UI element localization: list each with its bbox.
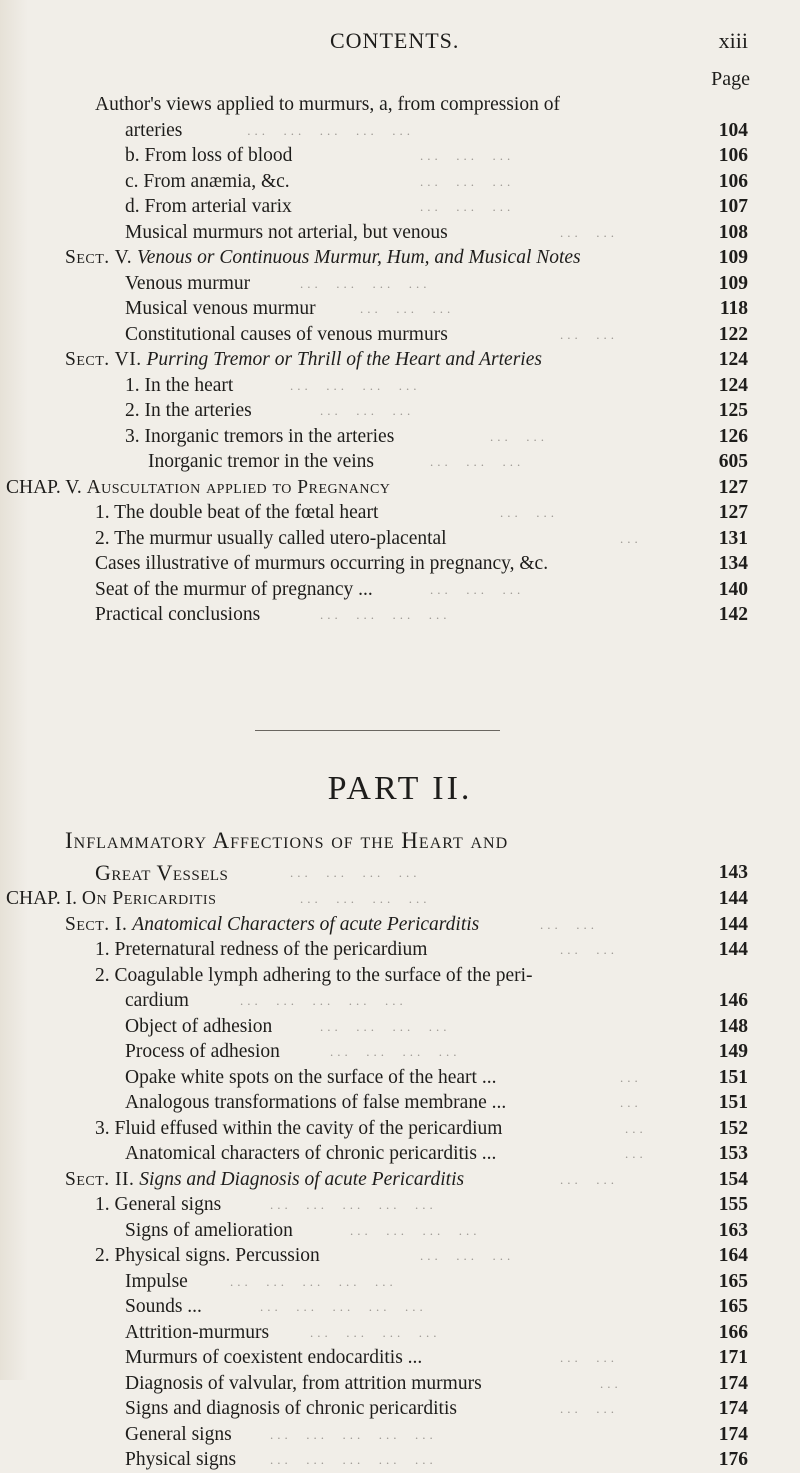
toc-entry-page: 144 xyxy=(718,939,748,960)
toc-entry-label: Signs and diagnosis of chronic pericarditis xyxy=(125,1398,457,1419)
chapter-number: CHAP. I. xyxy=(6,888,77,909)
leader-dots: ... ... ... xyxy=(320,403,415,418)
toc-entry-label: Anatomical characters of chronic pericarditis ... xyxy=(125,1143,497,1164)
toc-entry xyxy=(0,169,800,195)
toc-entry-page: 124 xyxy=(718,349,748,370)
toc-entry xyxy=(0,347,800,373)
leader-dots: ... ... ... xyxy=(430,581,525,597)
toc-entry xyxy=(0,1371,800,1397)
toc-entry-label: c. From anæmia, &c. xyxy=(125,170,290,192)
toc-entry-label: Venous murmur xyxy=(125,272,251,294)
leader-dots: ... xyxy=(625,1120,647,1136)
toc-entry-page: 154 xyxy=(718,1168,748,1190)
toc-entry xyxy=(0,1167,800,1193)
leader-dots: ... ... ... ... ... xyxy=(230,1273,397,1289)
leader-dots: ... ... xyxy=(560,326,618,342)
toc-entry xyxy=(0,245,800,271)
leader-dots: ... ... xyxy=(560,1171,618,1187)
toc-entry-page: 155 xyxy=(718,1194,748,1215)
leader-dots: ... ... ... ... xyxy=(320,1018,451,1034)
leader-dots: ... xyxy=(620,1069,642,1085)
toc-entry xyxy=(0,988,800,1014)
toc-entry-label: 1. Preternatural redness of the pericardium xyxy=(95,939,428,960)
toc-entry-label: cardium xyxy=(125,990,189,1011)
toc-entry-page: 153 xyxy=(718,1143,748,1164)
section-number: Sect. II. xyxy=(65,1168,135,1190)
toc-entry-label: 2. Coagulable lymph adhering to the surface of the peri- xyxy=(95,964,533,986)
toc-entry-label: d. From arterial varix xyxy=(125,196,292,217)
chapter-number: CHAP. V. xyxy=(6,476,82,498)
leader-dots: ... ... xyxy=(500,505,558,520)
leader-dots: ... ... xyxy=(560,1401,618,1416)
toc-entry xyxy=(0,577,800,603)
leader-dots: ... ... ... ... ... xyxy=(260,1299,427,1314)
toc-entry-page: 104 xyxy=(718,119,748,141)
toc-entry-label: Inorganic tremor in the veins xyxy=(148,451,374,472)
toc-entry-page: 142 xyxy=(718,604,748,625)
leader-dots: ... ... xyxy=(540,916,598,932)
leader-dots: ... ... ... xyxy=(420,199,515,214)
toc-entry xyxy=(0,526,800,552)
toc-entry xyxy=(0,194,800,220)
toc-entry-page: 148 xyxy=(718,1015,748,1037)
toc-entry xyxy=(0,271,800,297)
toc-entry-page: 152 xyxy=(718,1117,748,1139)
section-rule xyxy=(255,730,500,731)
toc-entry xyxy=(0,602,800,628)
toc-entry xyxy=(0,322,800,348)
toc-entry xyxy=(0,143,800,169)
contents-list-part-one xyxy=(0,92,800,628)
toc-entry-label: arteries xyxy=(125,119,183,141)
toc-entry-page: 108 xyxy=(718,221,748,243)
toc-entry xyxy=(0,1192,800,1218)
page-folio: xiii xyxy=(718,28,748,53)
toc-entry xyxy=(0,1014,800,1040)
leader-dots: ... ... ... ... ... xyxy=(240,993,407,1008)
toc-entry xyxy=(0,551,800,577)
toc-entry-label: Seat of the murmur of pregnancy ... xyxy=(95,578,373,600)
toc-entry-page: 143 xyxy=(718,862,748,883)
section-number: Sect. I. xyxy=(65,913,128,935)
toc-entry-page: 174 xyxy=(718,1398,748,1419)
toc-entry-page: 106 xyxy=(718,170,748,192)
leader-dots: ... ... ... ... xyxy=(350,1222,481,1238)
leader-dots: ... ... ... ... xyxy=(290,865,421,880)
leader-dots: ... ... ... ... ... xyxy=(270,1426,437,1442)
toc-entry-label: 1. In the heart xyxy=(125,374,234,396)
toc-entry-label: 2. The murmur usually called utero-placental xyxy=(95,527,447,549)
toc-entry xyxy=(0,1345,800,1371)
toc-entry-label: Object of adhesion xyxy=(125,1015,273,1037)
leader-dots: ... ... ... ... ... xyxy=(270,1452,437,1467)
toc-entry xyxy=(0,1320,800,1346)
toc-entry-page: 176 xyxy=(718,1449,748,1470)
leader-dots: ... ... ... ... xyxy=(300,891,431,906)
toc-entry-page: 171 xyxy=(718,1347,748,1368)
toc-entry xyxy=(0,449,800,475)
toc-entry-page: 164 xyxy=(718,1245,748,1266)
toc-entry-label: 3. Inorganic tremors in the arteries xyxy=(125,425,395,447)
leader-dots: ... xyxy=(625,1146,647,1161)
toc-entry xyxy=(0,1447,800,1473)
toc-entry-page: 127 xyxy=(718,476,748,498)
toc-entry xyxy=(0,912,800,938)
toc-entry-page: 605 xyxy=(718,451,748,472)
toc-entry xyxy=(0,963,800,989)
toc-entry-page: 144 xyxy=(718,913,748,935)
toc-entry xyxy=(0,398,800,424)
toc-entry-label: Constitutional causes of venous murmurs xyxy=(125,323,448,345)
section-number: Sect. VI. xyxy=(65,349,142,370)
leader-dots: ... ... xyxy=(560,224,618,240)
toc-entry-label: Signs and Diagnosis of acute Pericarditis xyxy=(139,1168,465,1190)
toc-entry xyxy=(0,1422,800,1448)
toc-entry-label: 3. Fluid effused within the cavity of the pericardium xyxy=(95,1117,503,1139)
toc-entry-page: 166 xyxy=(718,1321,748,1343)
toc-entry-label: Process of adhesion xyxy=(125,1041,280,1062)
toc-entry-label: Musical murmurs not arterial, but venous xyxy=(125,221,448,243)
toc-entry xyxy=(0,1141,800,1167)
leader-dots: ... ... xyxy=(560,942,618,957)
toc-entry xyxy=(0,118,800,144)
toc-entry-page: 151 xyxy=(718,1092,748,1113)
toc-entry xyxy=(0,220,800,246)
toc-entry-page: 127 xyxy=(718,502,748,523)
toc-entry xyxy=(0,860,800,886)
toc-entry-label: 2. Physical signs. Percussion xyxy=(95,1245,320,1266)
toc-entry-label: On Pericarditis xyxy=(81,888,217,909)
leader-dots: ... xyxy=(620,530,642,546)
leader-dots: ... ... ... ... xyxy=(290,377,421,393)
leader-dots: ... ... ... xyxy=(430,454,525,469)
part-heading xyxy=(65,828,508,854)
toc-entry-label: Opake white spots on the surface of the heart ... xyxy=(125,1066,497,1088)
toc-entry-label: General signs xyxy=(125,1423,232,1445)
part-heading-entry xyxy=(0,860,800,886)
leader-dots: ... ... xyxy=(490,428,548,444)
toc-entry-label: Purring Tremor or Thrill of the Heart and Arteries xyxy=(146,349,542,370)
toc-entry xyxy=(0,1090,800,1116)
toc-entry xyxy=(0,424,800,450)
toc-entry-page: 134 xyxy=(718,553,748,574)
leader-dots: ... ... ... ... ... xyxy=(270,1197,437,1212)
toc-entry-label: Auscultation applied to Pregnancy xyxy=(86,476,391,498)
toc-entry-page: 144 xyxy=(718,888,748,909)
toc-entry xyxy=(0,937,800,963)
running-title: CONTENTS. xyxy=(330,28,460,53)
toc-entry xyxy=(0,1039,800,1065)
toc-entry xyxy=(0,1396,800,1422)
part-heading-line: Great Vessels xyxy=(95,860,229,885)
toc-entry-page: 174 xyxy=(718,1372,748,1394)
toc-entry-label: Cases illustrative of murmurs occurring in pregnancy, &c. xyxy=(95,553,549,574)
part-heading-line: Inflammatory Affections of the Heart and xyxy=(65,828,509,853)
toc-entry-label: Impulse xyxy=(125,1270,188,1292)
toc-entry xyxy=(0,1065,800,1091)
toc-entry-label: Diagnosis of valvular, from attrition murmurs xyxy=(125,1372,482,1394)
leader-dots: ... ... ... ... xyxy=(310,1324,441,1340)
toc-entry-label: Physical signs xyxy=(125,1449,237,1470)
toc-entry-label: Murmurs of coexistent endocarditis ... xyxy=(125,1347,423,1368)
toc-entry-label: 2. In the arteries xyxy=(125,400,252,421)
toc-entry-page: 106 xyxy=(718,145,748,166)
toc-entry xyxy=(0,92,800,118)
toc-entry-page: 126 xyxy=(718,425,748,447)
toc-entry-page: 118 xyxy=(719,298,748,319)
toc-entry-page: 163 xyxy=(718,1219,748,1241)
leader-dots: ... ... ... xyxy=(420,148,515,163)
toc-entry xyxy=(0,886,800,912)
toc-entry xyxy=(0,1269,800,1295)
toc-entry-page: 107 xyxy=(718,196,748,217)
toc-entry-label: Venous or Continuous Murmur, Hum, and Musical Notes xyxy=(137,247,581,268)
leader-dots: ... xyxy=(600,1375,622,1391)
toc-entry-label: 1. General signs xyxy=(95,1194,222,1215)
toc-entry-label: Attrition-murmurs xyxy=(125,1321,270,1343)
toc-entry-page: 140 xyxy=(718,578,748,600)
toc-entry-label: 1. The double beat of the fœtal heart xyxy=(95,502,379,523)
toc-entry xyxy=(0,1116,800,1142)
toc-entry-page: 174 xyxy=(718,1423,748,1445)
toc-entry-page: 149 xyxy=(718,1041,748,1062)
toc-entry-label: Practical conclusions xyxy=(95,604,261,625)
page-column-label: Page xyxy=(711,68,750,90)
leader-dots: ... ... ... xyxy=(360,301,455,316)
leader-dots: ... ... ... xyxy=(420,173,515,189)
toc-entry xyxy=(0,296,800,322)
toc-entry xyxy=(0,1243,800,1269)
toc-entry-page: 109 xyxy=(718,247,748,268)
toc-entry xyxy=(0,1218,800,1244)
toc-entry-page: 146 xyxy=(718,990,748,1011)
toc-entry-label: b. From loss of blood xyxy=(125,145,293,166)
leader-dots: ... xyxy=(620,1095,642,1110)
toc-entry-label: Signs of amelioration xyxy=(125,1219,293,1241)
toc-entry xyxy=(0,1294,800,1320)
toc-entry-label: Author's views applied to murmurs, a, from compression of xyxy=(95,94,560,115)
toc-entry xyxy=(0,475,800,501)
leader-dots: ... ... ... ... xyxy=(320,607,451,622)
toc-entry-page: 125 xyxy=(718,400,748,421)
toc-entry xyxy=(0,500,800,526)
toc-entry-label: Musical venous murmur xyxy=(125,298,316,319)
toc-entry-page: 165 xyxy=(718,1296,748,1317)
toc-entry-page: 131 xyxy=(718,527,748,549)
leader-dots: ... ... xyxy=(560,1350,618,1365)
leader-dots: ... ... ... ... ... xyxy=(240,122,414,138)
toc-entry-page: 151 xyxy=(718,1066,748,1088)
leader-dots: ... ... ... xyxy=(420,1248,515,1263)
part-title: PART II. xyxy=(327,770,473,807)
toc-entry-page: 165 xyxy=(718,1270,748,1292)
toc-entry-label: Analogous transformations of false membrane ... xyxy=(125,1092,507,1113)
section-number: Sect. V. xyxy=(65,247,133,268)
leader-dots: ... ... ... ... xyxy=(300,275,431,291)
leader-dots: ... ... ... ... xyxy=(330,1044,461,1059)
toc-entry-page: 122 xyxy=(718,323,748,345)
contents-list-part-two xyxy=(0,886,800,1473)
toc-entry-label: Sounds ... xyxy=(125,1296,202,1317)
toc-entry-page: 109 xyxy=(718,272,748,294)
toc-entry xyxy=(0,373,800,399)
toc-entry-label: Anatomical Characters of acute Pericarditis xyxy=(132,913,480,935)
toc-entry-page: 124 xyxy=(718,374,748,396)
